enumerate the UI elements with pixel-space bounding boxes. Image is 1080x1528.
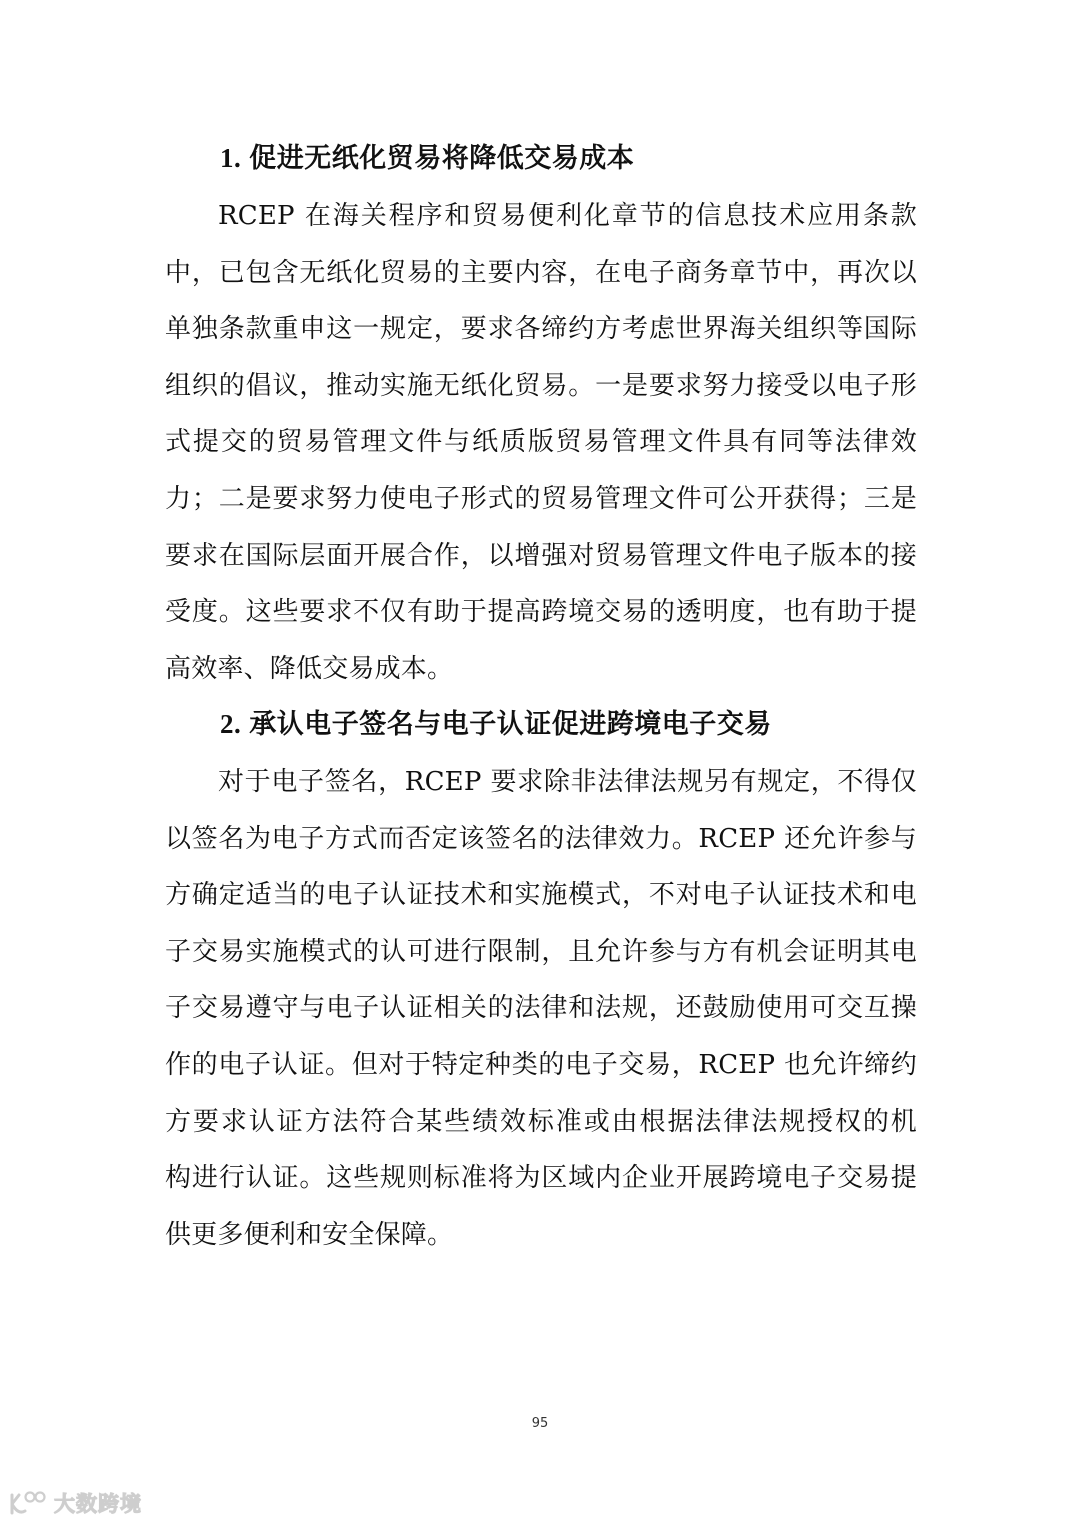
paragraph-line: 方确定适当的电子认证技术和实施模式，不对电子认证技术和电 bbox=[165, 880, 917, 911]
paragraph-line: RCEP 在海关程序和贸易便利化章节的信息技术应用条款 bbox=[218, 201, 917, 231]
watermark-text: 大数跨境 bbox=[54, 1492, 142, 1516]
paragraph-line: 中，已包含无纸化贸易的主要内容，在电子商务章节中，再次以 bbox=[165, 257, 917, 288]
section-1-paragraph bbox=[165, 188, 917, 697]
paragraph-line: 对于电子签名，RCEP 要求除非法律法规另有规定，不得仅 bbox=[218, 767, 917, 797]
paragraph-line: 方要求认证方法符合某些绩效标准或由根据法律法规授权的机 bbox=[165, 1106, 917, 1137]
paragraph-line: 子交易实施模式的认可进行限制，且允许参与方有机会证明其电 bbox=[165, 936, 917, 967]
paragraph-line: 组织的倡议，推动实施无纸化贸易。一是要求努力接受以电子形 bbox=[165, 370, 917, 401]
paragraph-line: 要求在国际层面开展合作，以增强对贸易管理文件电子版本的接 bbox=[165, 540, 917, 571]
section-2-paragraph bbox=[165, 754, 917, 1263]
paragraph-line: 力；二是要求努力使电子形式的贸易管理文件可公开获得；三是 bbox=[165, 483, 917, 514]
section-number: 2. bbox=[220, 709, 242, 739]
paragraph-line: 高效率、降低交易成本。 bbox=[165, 653, 454, 684]
paragraph-line: 单独条款重申这一规定，要求各缔约方考虑世界海关组织等国际 bbox=[165, 314, 917, 345]
watermark bbox=[8, 1488, 142, 1518]
paragraph-line: 作的电子认证。但对于特定种类的电子交易，RCEP 也允许缔约 bbox=[165, 1049, 917, 1080]
section-heading-1 bbox=[220, 140, 634, 177]
paragraph-line: 供更多便利和安全保障。 bbox=[165, 1219, 454, 1250]
page-number: 95 bbox=[531, 1416, 549, 1431]
paragraph-line: 受度。这些要求不仅有助于提高跨境交易的透明度，也有助于提 bbox=[165, 597, 917, 628]
paragraph-line: 子交易遵守与电子认证相关的法律和法规，还鼓励使用可交互操 bbox=[165, 993, 917, 1024]
paragraph-line: 以签名为电子方式而否定该签名的法律效力。RCEP 还允许参与 bbox=[165, 823, 917, 854]
section-title: 促进无纸化贸易将降低交易成本 bbox=[249, 143, 635, 174]
paragraph-line: 构进行认证。这些规则标准将为区域内企业开展跨境电子交易提 bbox=[165, 1163, 917, 1194]
section-heading-2 bbox=[220, 706, 772, 743]
paragraph-line: 式提交的贸易管理文件与纸质版贸易管理文件具有同等法律效 bbox=[165, 427, 917, 458]
section-title: 承认电子签名与电子认证促进跨境电子交易 bbox=[249, 709, 772, 740]
logo-icon bbox=[8, 1489, 48, 1517]
section-number: 1. bbox=[220, 143, 242, 173]
